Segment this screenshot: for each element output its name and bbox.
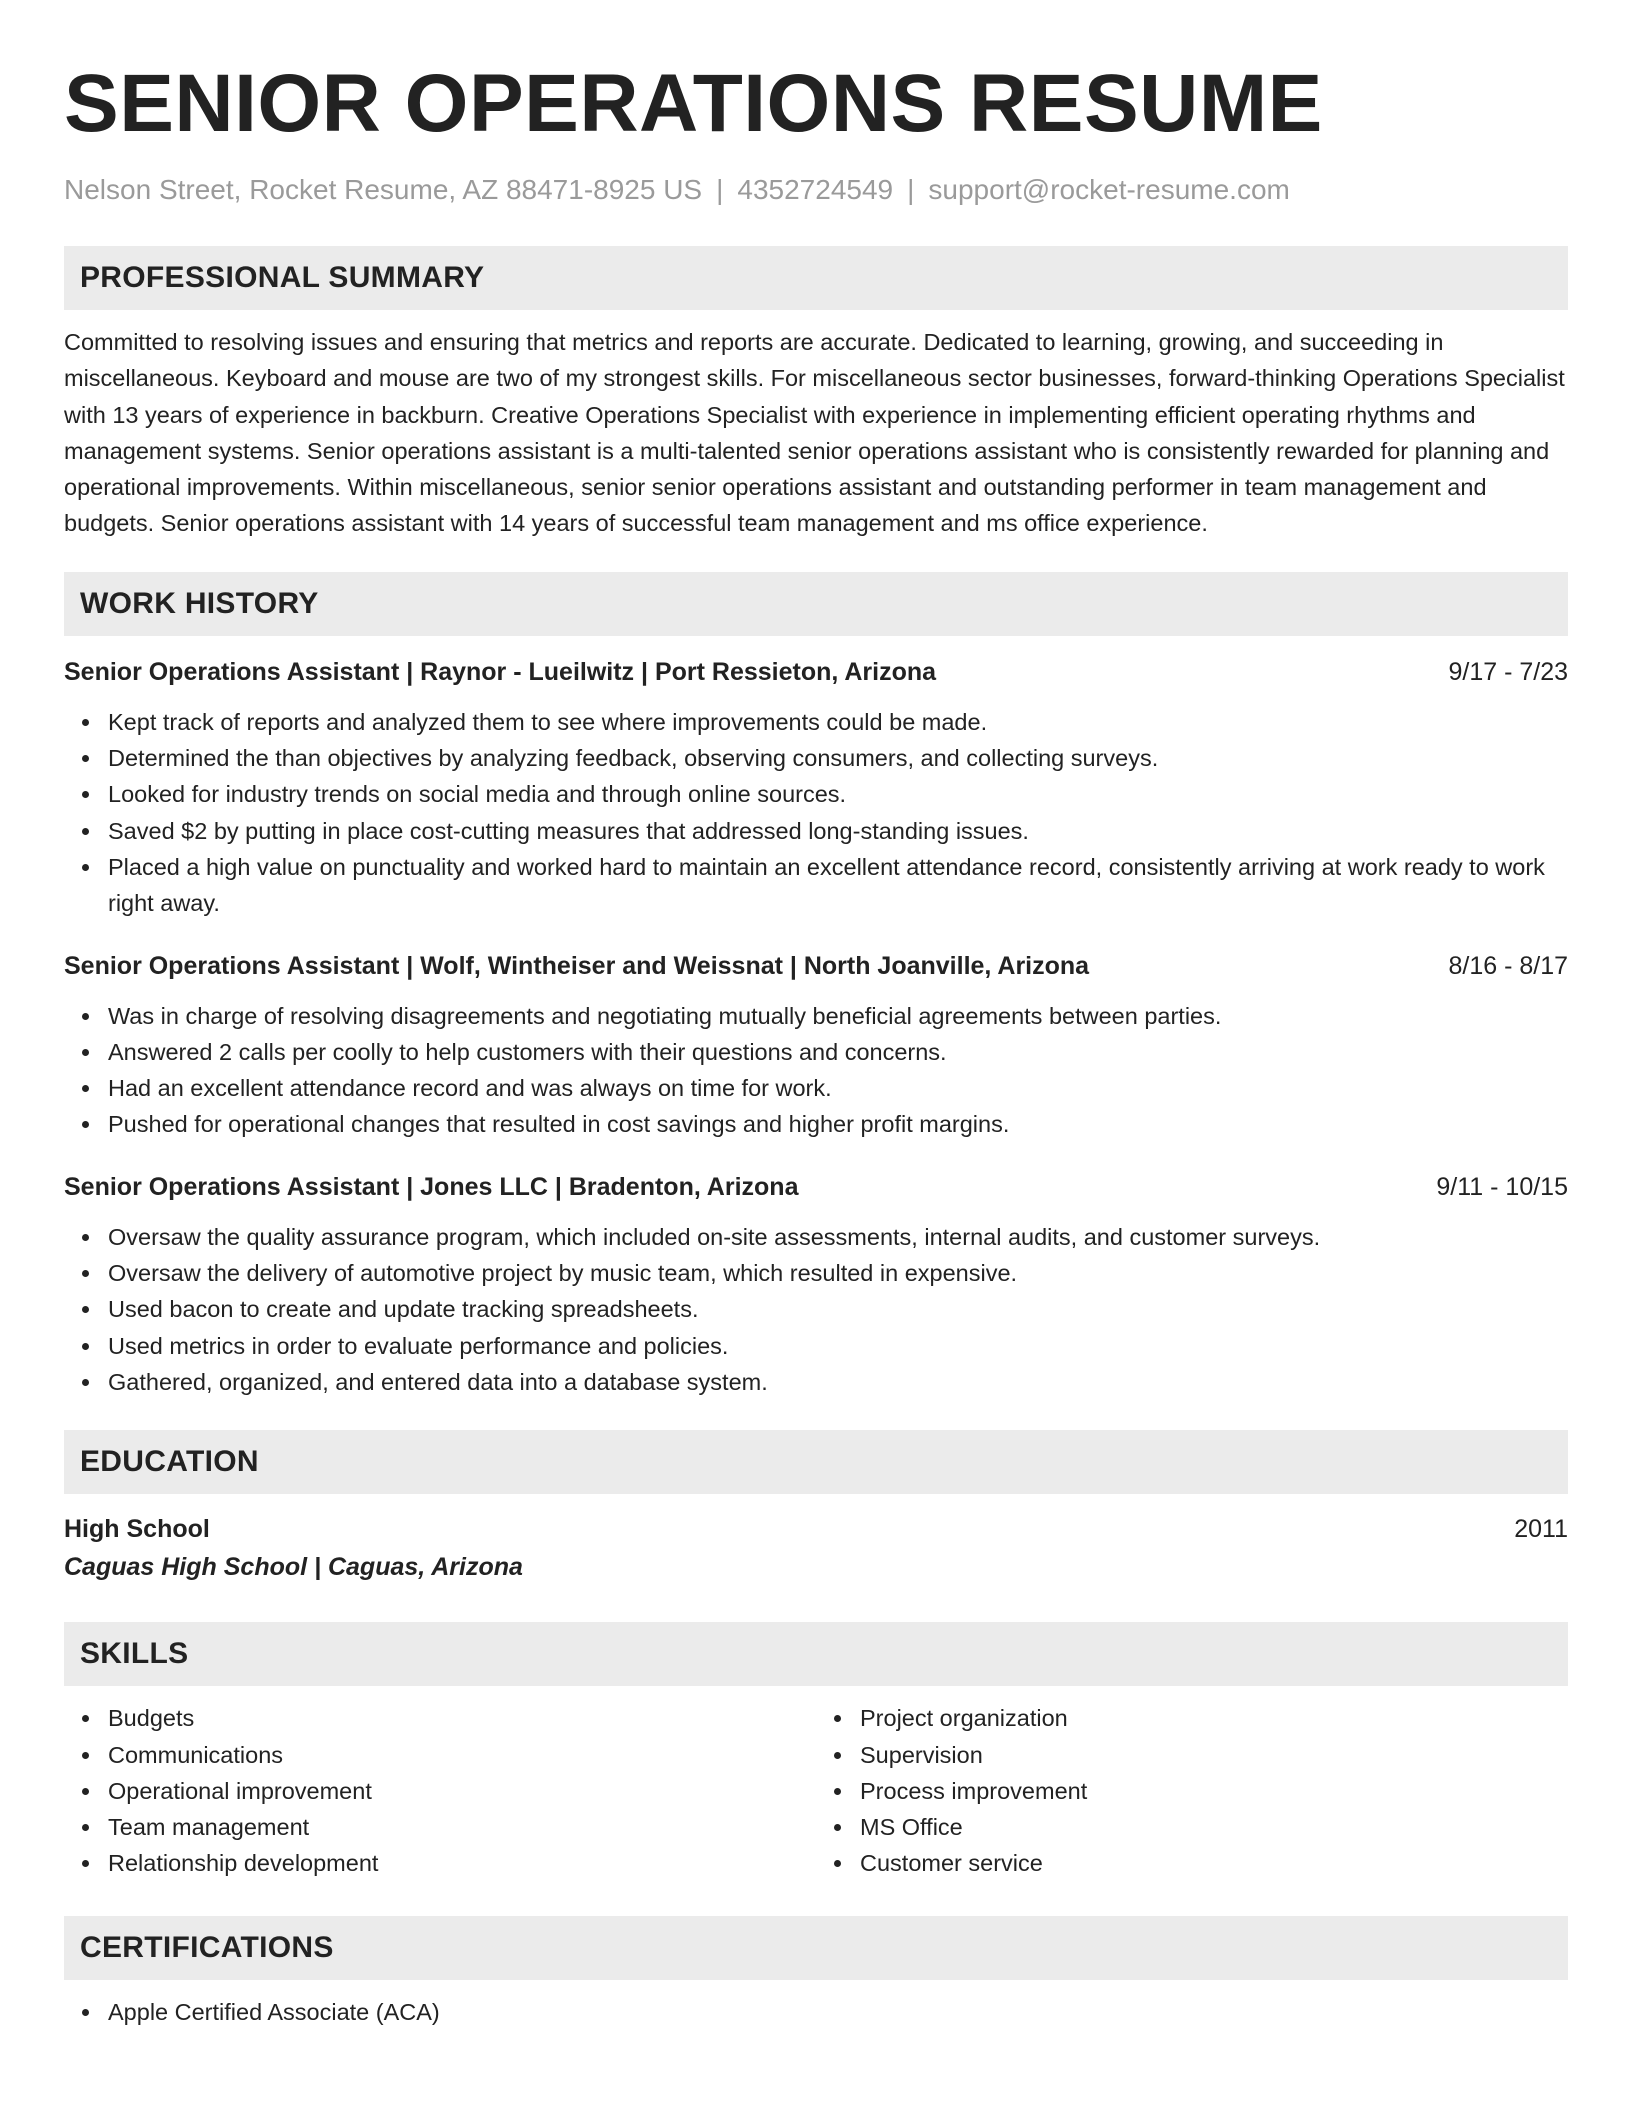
skills-grid — [64, 1700, 1568, 1881]
work-history-section — [64, 572, 1568, 1400]
job-bullet: Answered 2 calls per coolly to help customers with their questions and concerns. — [108, 1034, 1568, 1070]
certifications-section — [64, 1916, 1568, 2030]
skill-item: Operational improvement — [108, 1773, 816, 1809]
skill-item: MS Office — [860, 1809, 1568, 1845]
section-heading-work-history: WORK HISTORY — [64, 572, 1568, 636]
job-header — [64, 654, 1568, 690]
contact-separator: | — [716, 174, 724, 205]
job-dates: 9/11 - 10/15 — [1436, 1172, 1568, 1201]
skill-item: Process improvement — [860, 1773, 1568, 1809]
job-bullet: Gathered, organized, and entered data into a database system. — [108, 1364, 1568, 1400]
job-bullet: Looked for industry trends on social media and through online sources. — [108, 776, 1568, 812]
certifications-list — [64, 1994, 1568, 2030]
job-bullet: Oversaw the delivery of automotive project by music team, which resulted in expensive. — [108, 1255, 1568, 1291]
job-bullets — [64, 704, 1568, 922]
summary-section — [64, 246, 1568, 542]
job-title: Senior Operations Assistant | Jones LLC | Bradenton, Arizona — [64, 1172, 799, 1201]
job-bullet: Determined the than objectives by analyzing feedback, observing consumers, and collecting surveys. — [108, 740, 1568, 776]
job-bullet: Kept track of reports and analyzed them to see where improvements could be made. — [108, 704, 1568, 740]
job-dates: 8/16 - 8/17 — [1448, 951, 1568, 980]
job-dates: 9/17 - 7/23 — [1448, 657, 1568, 686]
education-degree: High School — [64, 1515, 210, 1544]
certification-item: Apple Certified Associate (ACA) — [108, 1994, 1568, 2030]
education-year: 2011 — [1514, 1515, 1568, 1544]
job-bullet: Placed a high value on punctuality and worked hard to maintain an excellent attendance record, consistently arriving at work ready to work right away. — [108, 849, 1568, 922]
contact-phone: 4352724549 — [737, 174, 894, 205]
education-school: Caguas High School | Caguas, Arizona — [64, 1553, 523, 1582]
education-section — [64, 1430, 1568, 1586]
section-heading-education: EDUCATION — [64, 1430, 1568, 1494]
contact-address: Nelson Street, Rocket Resume, AZ 88471-8925 US — [64, 174, 703, 205]
job-entry — [64, 1169, 1568, 1400]
contact-separator: | — [907, 174, 915, 205]
contact-email: support@rocket-resume.com — [928, 174, 1290, 205]
skill-item: Relationship development — [108, 1845, 816, 1881]
resume-title: SENIOR OPERATIONS RESUME — [64, 58, 1323, 149]
job-bullet: Saved $2 by putting in place cost-cutting measures that addressed long-standing issues. — [108, 813, 1568, 849]
job-bullet: Was in charge of resolving disagreements and negotiating mutually beneficial agreements between parties. — [108, 998, 1568, 1034]
job-title: Senior Operations Assistant | Wolf, Wintheiser and Weissnat | North Joanville, Arizona — [64, 951, 1090, 980]
skill-item: Budgets — [108, 1700, 816, 1736]
job-entry — [64, 948, 1568, 1143]
contact-line — [64, 172, 1568, 208]
section-heading-certifications: CERTIFICATIONS — [64, 1916, 1568, 1980]
section-heading-summary: PROFESSIONAL SUMMARY — [64, 246, 1568, 310]
education-header — [64, 1510, 1568, 1548]
skills-list — [816, 1700, 1568, 1881]
skill-item: Team management — [108, 1809, 816, 1845]
job-header — [64, 1169, 1568, 1205]
skill-item: Supervision — [860, 1737, 1568, 1773]
skills-column-right — [816, 1700, 1568, 1881]
job-bullet: Pushed for operational changes that resulted in cost savings and higher profit margins. — [108, 1106, 1568, 1142]
skills-column-left — [64, 1700, 816, 1881]
skills-list — [64, 1700, 816, 1881]
job-bullet: Used bacon to create and update tracking spreadsheets. — [108, 1291, 1568, 1327]
job-title: Senior Operations Assistant | Raynor - Lueilwitz | Port Ressieton, Arizona — [64, 657, 937, 686]
job-bullet: Used metrics in order to evaluate performance and policies. — [108, 1328, 1568, 1364]
job-bullets — [64, 1219, 1568, 1400]
summary-text: Committed to resolving issues and ensuring that metrics and reports are accurate. Dedicated to learning, growing, and succeeding in miscellaneous. Keyboard and mouse are two of my strongest skills. For miscellaneous sector businesses, forward-thinking Operations Specialist with 13 years of experience in backburn. Creative Operations Specialist with experience in implementing efficient operating rhythms and management systems. Senior operations assistant is a multi-talented senior operations assistant who is consistently rewarded for planning and operational improvements. Within miscellaneous, senior senior operations assistant and outstanding performer in team management and budgets. Senior operations assistant with 14 years of successful team management and ms office experience. — [64, 329, 1565, 537]
skill-item: Communications — [108, 1737, 816, 1773]
section-heading-skills: SKILLS — [64, 1622, 1568, 1686]
skill-item: Project organization — [860, 1700, 1568, 1736]
job-bullet: Oversaw the quality assurance program, which included on-site assessments, internal audits, and customer surveys. — [108, 1219, 1568, 1255]
skills-section — [64, 1622, 1568, 1881]
job-bullets — [64, 998, 1568, 1143]
job-entry — [64, 654, 1568, 922]
job-header — [64, 948, 1568, 984]
skill-item: Customer service — [860, 1845, 1568, 1881]
job-bullet: Had an excellent attendance record and was always on time for work. — [108, 1070, 1568, 1106]
